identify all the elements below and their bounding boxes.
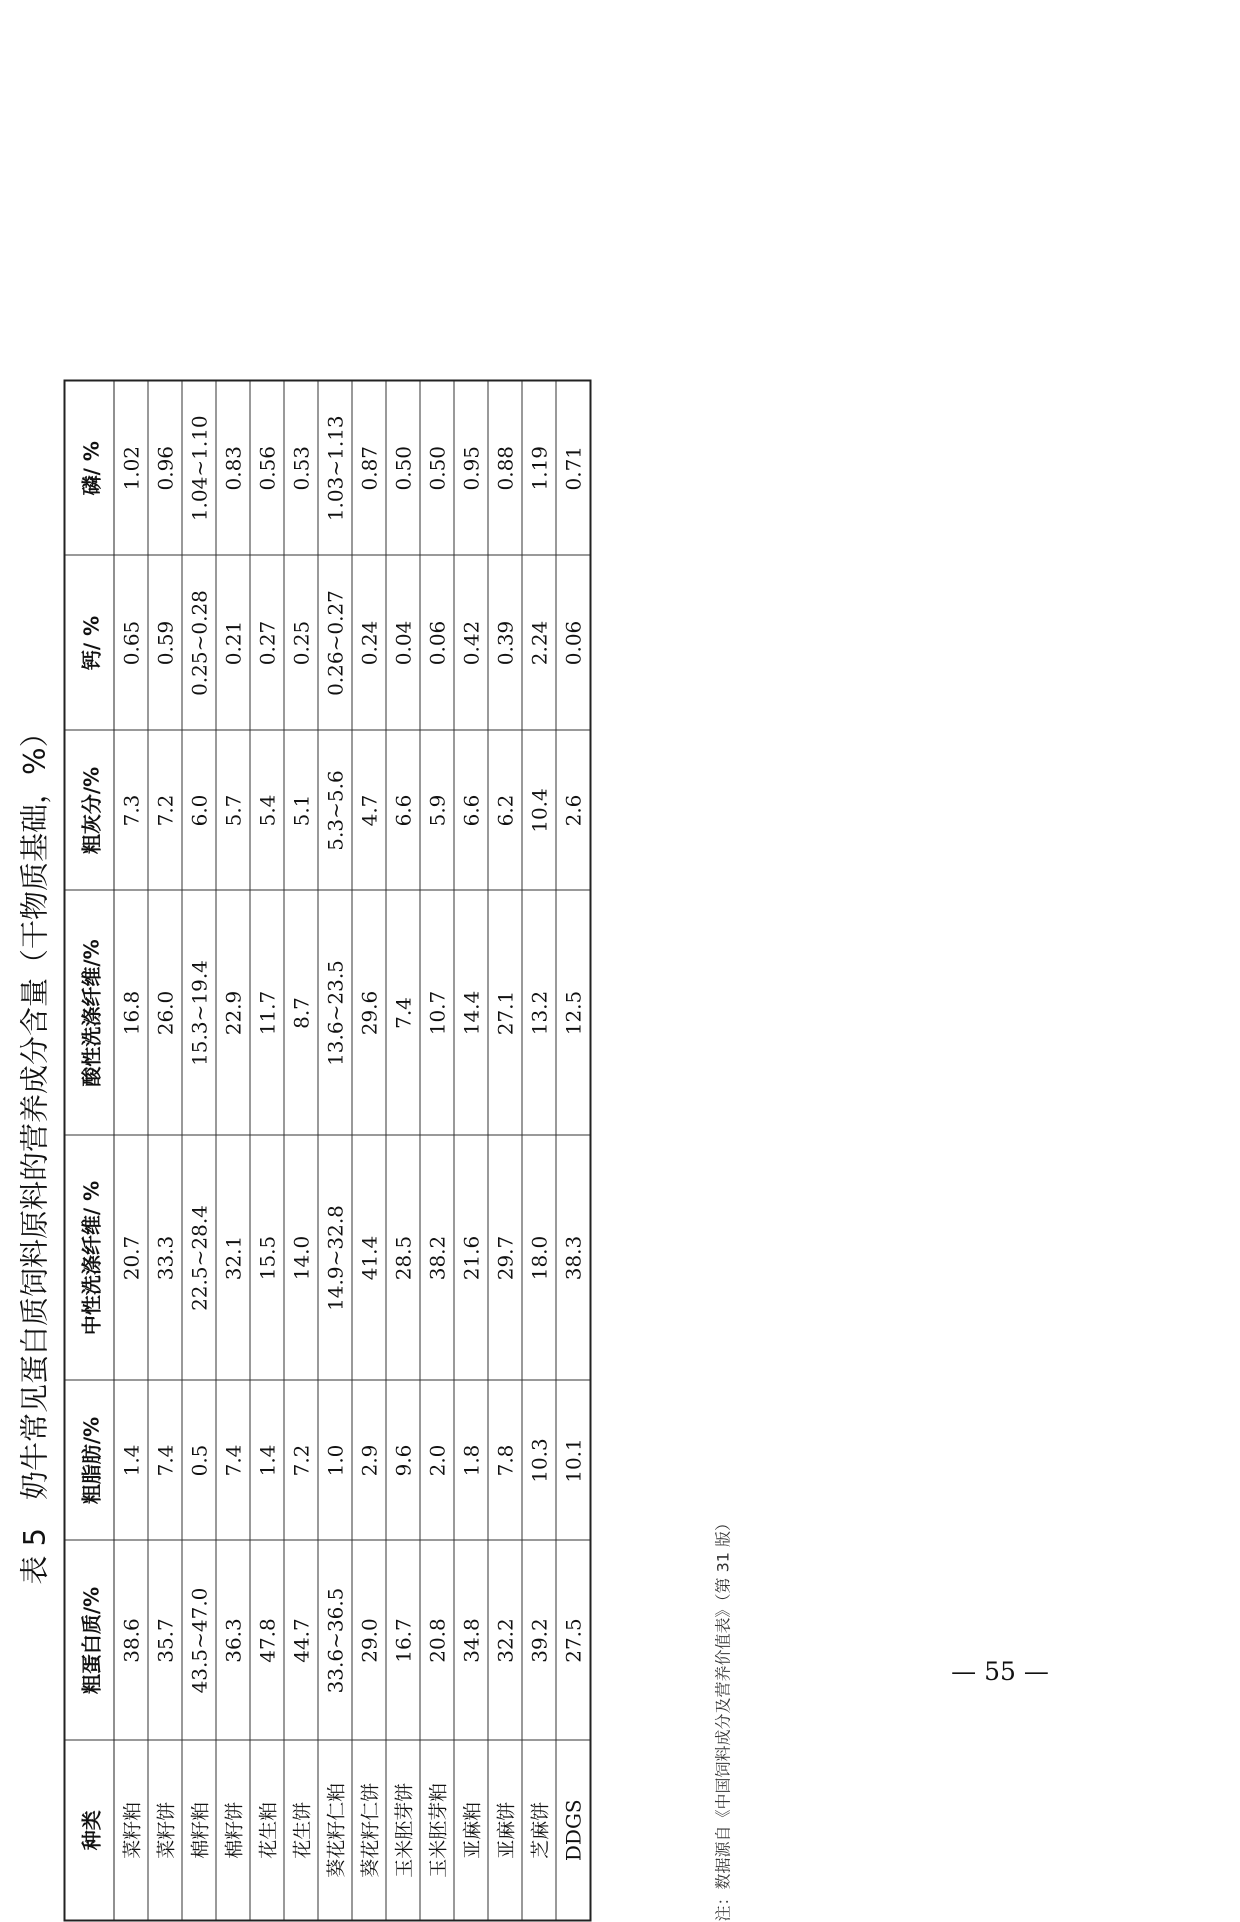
- table-row: [318, 381, 352, 1921]
- value-cell: 5.1: [284, 731, 318, 891]
- value-cell: 6.6: [386, 731, 420, 891]
- value-cell: 7.3: [114, 731, 148, 891]
- value-cell: 7.4: [148, 1381, 182, 1541]
- value-cell: 10.4: [522, 731, 556, 891]
- table-row: [284, 381, 318, 1921]
- value-cell: 7.4: [386, 891, 420, 1136]
- table-title-text: 奶牛常见蛋白质饲料原料的营养成分含量（干物质基础，%）: [17, 718, 52, 1500]
- value-cell: 0.24: [352, 556, 386, 731]
- table-row: [148, 381, 182, 1921]
- value-cell: 0.50: [420, 381, 454, 556]
- value-cell: 7.2: [148, 731, 182, 891]
- column-header: 粗灰分/%: [65, 731, 115, 891]
- feed-name-cell: 菜籽饼: [148, 1741, 182, 1921]
- value-cell: 8.7: [284, 891, 318, 1136]
- value-cell: 0.56: [250, 381, 284, 556]
- value-cell: 41.4: [352, 1136, 386, 1381]
- table-note: 注：数据源自《中国饲料成分及营养价值表》（第 31 版）: [713, 1514, 733, 1922]
- value-cell: 18.0: [522, 1136, 556, 1381]
- value-cell: 0.53: [284, 381, 318, 556]
- feed-name-cell: 葵花籽仁粕: [318, 1741, 352, 1921]
- value-cell: 20.7: [114, 1136, 148, 1381]
- value-cell: 6.0: [182, 731, 216, 891]
- feed-name-cell: 葵花籽仁饼: [352, 1741, 386, 1921]
- value-cell: 5.9: [420, 731, 454, 891]
- value-cell: 22.9: [216, 891, 250, 1136]
- value-cell: 1.4: [250, 1381, 284, 1541]
- value-cell: 0.06: [420, 556, 454, 731]
- feed-name-cell: 玉米胚芽饼: [386, 1741, 420, 1921]
- value-cell: 7.8: [488, 1381, 522, 1541]
- value-cell: 1.4: [114, 1381, 148, 1541]
- table-row: [454, 381, 488, 1921]
- value-cell: 1.04~1.10: [182, 381, 216, 556]
- value-cell: 16.8: [114, 891, 148, 1136]
- value-cell: 7.2: [284, 1381, 318, 1541]
- value-cell: 0.65: [114, 556, 148, 731]
- value-cell: 2.0: [420, 1381, 454, 1541]
- value-cell: 7.4: [216, 1381, 250, 1541]
- value-cell: 6.6: [454, 731, 488, 891]
- value-cell: 0.42: [454, 556, 488, 731]
- column-header: 中性洗涤纤维/ %: [65, 1136, 115, 1381]
- value-cell: 15.3~19.4: [182, 891, 216, 1136]
- value-cell: 13.6~23.5: [318, 891, 352, 1136]
- value-cell: 39.2: [522, 1541, 556, 1741]
- value-cell: 47.8: [250, 1541, 284, 1741]
- value-cell: 0.25: [284, 556, 318, 731]
- value-cell: 29.6: [352, 891, 386, 1136]
- value-cell: 21.6: [454, 1136, 488, 1381]
- value-cell: 11.7: [250, 891, 284, 1136]
- value-cell: 27.5: [556, 1541, 591, 1741]
- value-cell: 36.3: [216, 1541, 250, 1741]
- table-header-row: [65, 381, 115, 1921]
- feed-name-cell: 亚麻粕: [454, 1741, 488, 1921]
- feed-name-cell: 玉米胚芽粕: [420, 1741, 454, 1921]
- value-cell: 20.8: [420, 1541, 454, 1741]
- value-cell: 27.1: [488, 891, 522, 1136]
- value-cell: 0.59: [148, 556, 182, 731]
- value-cell: 14.0: [284, 1136, 318, 1381]
- table-row: [522, 381, 556, 1921]
- value-cell: 0.96: [148, 381, 182, 556]
- value-cell: 0.26~0.27: [318, 556, 352, 731]
- value-cell: 32.1: [216, 1136, 250, 1381]
- value-cell: 1.02: [114, 381, 148, 556]
- value-cell: 13.2: [522, 891, 556, 1136]
- value-cell: 0.95: [454, 381, 488, 556]
- value-cell: 0.88: [488, 381, 522, 556]
- table-row: [556, 381, 591, 1921]
- value-cell: 14.4: [454, 891, 488, 1136]
- feed-name-cell: 棉籽饼: [216, 1741, 250, 1921]
- value-cell: 0.27: [250, 556, 284, 731]
- value-cell: 0.21: [216, 556, 250, 731]
- table-row: [114, 381, 148, 1921]
- value-cell: 38.2: [420, 1136, 454, 1381]
- value-cell: 44.7: [284, 1541, 318, 1741]
- value-cell: 16.7: [386, 1541, 420, 1741]
- value-cell: 35.7: [148, 1541, 182, 1741]
- column-header: 磷/ %: [65, 381, 115, 556]
- value-cell: 1.8: [454, 1381, 488, 1541]
- value-cell: 10.7: [420, 891, 454, 1136]
- table-title: [9, 382, 61, 1922]
- value-cell: 0.25~0.28: [182, 556, 216, 731]
- table-row: [216, 381, 250, 1921]
- column-header: 酸性洗涤纤维/%: [65, 891, 115, 1136]
- value-cell: 9.6: [386, 1381, 420, 1541]
- value-cell: 6.2: [488, 731, 522, 891]
- value-cell: 12.5: [556, 891, 591, 1136]
- value-cell: 5.4: [250, 731, 284, 891]
- value-cell: 2.6: [556, 731, 591, 891]
- value-cell: 5.7: [216, 731, 250, 891]
- value-cell: 0.71: [556, 381, 591, 556]
- nutrient-table: [64, 380, 592, 1922]
- table-row: [386, 381, 420, 1921]
- table-row: [250, 381, 284, 1921]
- column-header: 钙/ %: [65, 556, 115, 731]
- value-cell: 0.06: [556, 556, 591, 731]
- table-row: [420, 381, 454, 1921]
- feed-name-cell: 棉籽粕: [182, 1741, 216, 1921]
- value-cell: 33.6~36.5: [318, 1541, 352, 1741]
- feed-name-cell: 亚麻饼: [488, 1741, 522, 1921]
- value-cell: 15.5: [250, 1136, 284, 1381]
- value-cell: 33.3: [148, 1136, 182, 1381]
- value-cell: 22.5~28.4: [182, 1136, 216, 1381]
- value-cell: 1.03~1.13: [318, 381, 352, 556]
- page-number: — 55 —: [951, 1657, 1049, 1686]
- value-cell: 10.3: [522, 1381, 556, 1541]
- value-cell: 1.19: [522, 381, 556, 556]
- value-cell: 0.50: [386, 381, 420, 556]
- value-cell: 34.8: [454, 1541, 488, 1741]
- value-cell: 2.9: [352, 1381, 386, 1541]
- value-cell: 0.5: [182, 1381, 216, 1541]
- value-cell: 0.87: [352, 381, 386, 556]
- value-cell: 10.1: [556, 1381, 591, 1541]
- value-cell: 26.0: [148, 891, 182, 1136]
- value-cell: 38.3: [556, 1136, 591, 1381]
- column-header: 种类: [65, 1741, 115, 1921]
- value-cell: 29.0: [352, 1541, 386, 1741]
- table-row: [182, 381, 216, 1921]
- table-row: [352, 381, 386, 1921]
- value-cell: 43.5~47.0: [182, 1541, 216, 1741]
- table-number: 表 5: [17, 1527, 52, 1585]
- value-cell: 0.04: [386, 556, 420, 731]
- value-cell: 5.3~5.6: [318, 731, 352, 891]
- column-header: 粗蛋白质/%: [65, 1541, 115, 1741]
- value-cell: 1.0: [318, 1381, 352, 1541]
- feed-name-cell: 菜籽粕: [114, 1741, 148, 1921]
- value-cell: 32.2: [488, 1541, 522, 1741]
- table-row: [488, 381, 522, 1921]
- value-cell: 4.7: [352, 731, 386, 891]
- value-cell: 0.39: [488, 556, 522, 731]
- table-body: [114, 381, 591, 1921]
- value-cell: 0.83: [216, 381, 250, 556]
- value-cell: 29.7: [488, 1136, 522, 1381]
- value-cell: 38.6: [114, 1541, 148, 1741]
- feed-name-cell: 花生粕: [250, 1741, 284, 1921]
- rotated-page-content: [6, 382, 741, 1922]
- value-cell: 2.24: [522, 556, 556, 731]
- column-header: 粗脂肪/%: [65, 1381, 115, 1541]
- feed-name-cell: 花生饼: [284, 1741, 318, 1921]
- value-cell: 28.5: [386, 1136, 420, 1381]
- value-cell: 14.9~32.8: [318, 1136, 352, 1381]
- feed-name-cell: 芝麻饼: [522, 1741, 556, 1921]
- feed-name-cell: DDGS: [556, 1741, 591, 1921]
